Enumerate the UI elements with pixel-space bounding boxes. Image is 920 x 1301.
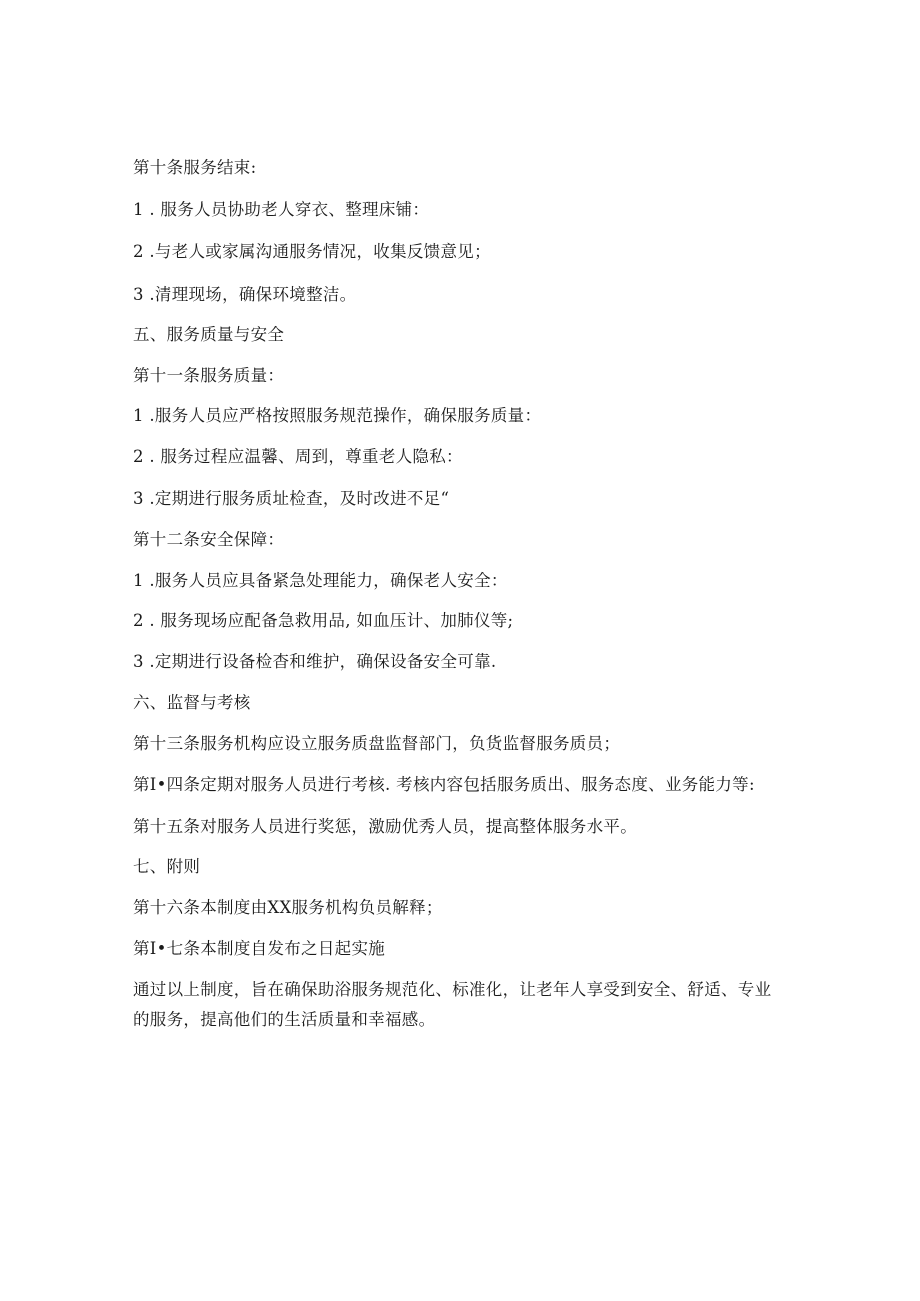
list-item: 1 .服务人员应具备紧急处理能力，确保老人安全： [133,571,508,590]
article-10-heading: 第十条服务结束: [133,158,257,177]
list-item: 2 . 服务过程应温馨、周到，尊重老人隐私： [133,447,463,466]
list-item: 2 . 服务现场应配备急救用品, 如血压计、加肺仪等; [133,611,514,630]
section-7-heading: 七、附则 [133,857,201,876]
section-6-heading: 六、监督与考核 [133,693,251,712]
article-11-heading: 第十一条服务质量： [133,366,285,385]
article-16: 第十六条本制度由XX服务机构负员解释； [133,898,443,917]
list-item: 3 .定期进行设备检杳和维护，确保设备安全可靠. [133,652,497,671]
article-17: 第I•七条本制度自发布之日起实施 [133,939,386,958]
article-15: 第十五条对服务人员进行奖惩，激励优秀人员，提高整体服务水平。 [133,817,637,836]
list-item: 3 .清理现场，确保环境整洁。 [133,285,357,304]
list-item: 1 .服务人员应严格按照服务规范操作，确保服务质量： [133,406,542,425]
article-13: 第十三条服务机构应设立服务质盘监督部门，负货监督服务质员； [133,734,621,753]
closing-paragraph: 通过以上制度，旨在确保助浴服务规范化、标准化，让老年人享受到安全、舒适、专业的服务，提高他们的生活质量和幸福感。 [133,980,772,1029]
list-item: 2 .与老人或家属沟通服务情况，收集反馈意见； [133,242,491,261]
list-item: 1 . 服务人员协助老人穿衣、整理床铺： [133,200,430,219]
section-5-heading: 五、服务质量与安全 [133,325,285,344]
list-item: 3 .定期进行服务质址检查，及时改进不足“ [133,489,450,508]
article-12-heading: 第十二条安全保障： [133,530,285,549]
article-14: 第I•四条定期对服务人员进行考核. 考核内容包括服务质出、服务态度、业务能力等: [133,775,755,794]
